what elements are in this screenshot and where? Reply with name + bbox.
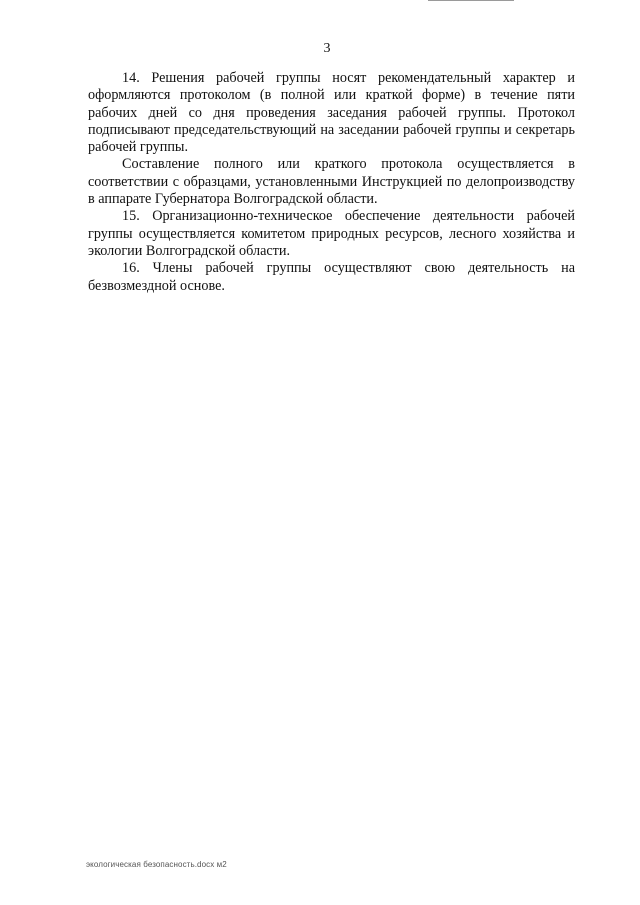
page-number: 3 — [323, 41, 331, 56]
document-body — [88, 70, 575, 295]
top-edge-mark — [428, 0, 514, 1]
paragraph-14: 14. Решения рабочей группы носят рекомендательный характер и оформляются протоколом (в полной или краткой форме) в течение пяти рабочих дней со дня проведения заседания рабочей группы. Протокол подписывают председательствующий на заседании рабочей группы и секретарь рабочей группы. — [88, 70, 575, 156]
paragraph-16: 16. Члены рабочей группы осуществляют свою деятельность на безвозмездной основе. — [88, 260, 575, 294]
paragraph-protocol: Составление полного или краткого протокола осуществляется в соответствии с образцами, установленными Инструкцией по делопроизводству в аппарате Губернатора Волгоградской области. — [88, 156, 575, 208]
footer-filename: экологическая безопасность.docx м2 — [86, 860, 227, 869]
paragraph-15: 15. Организационно-техническое обеспечение деятельности рабочей группы осуществляется комитетом природных ресурсов, лесного хозяйства и экологии Волгоградской области. — [88, 208, 575, 259]
